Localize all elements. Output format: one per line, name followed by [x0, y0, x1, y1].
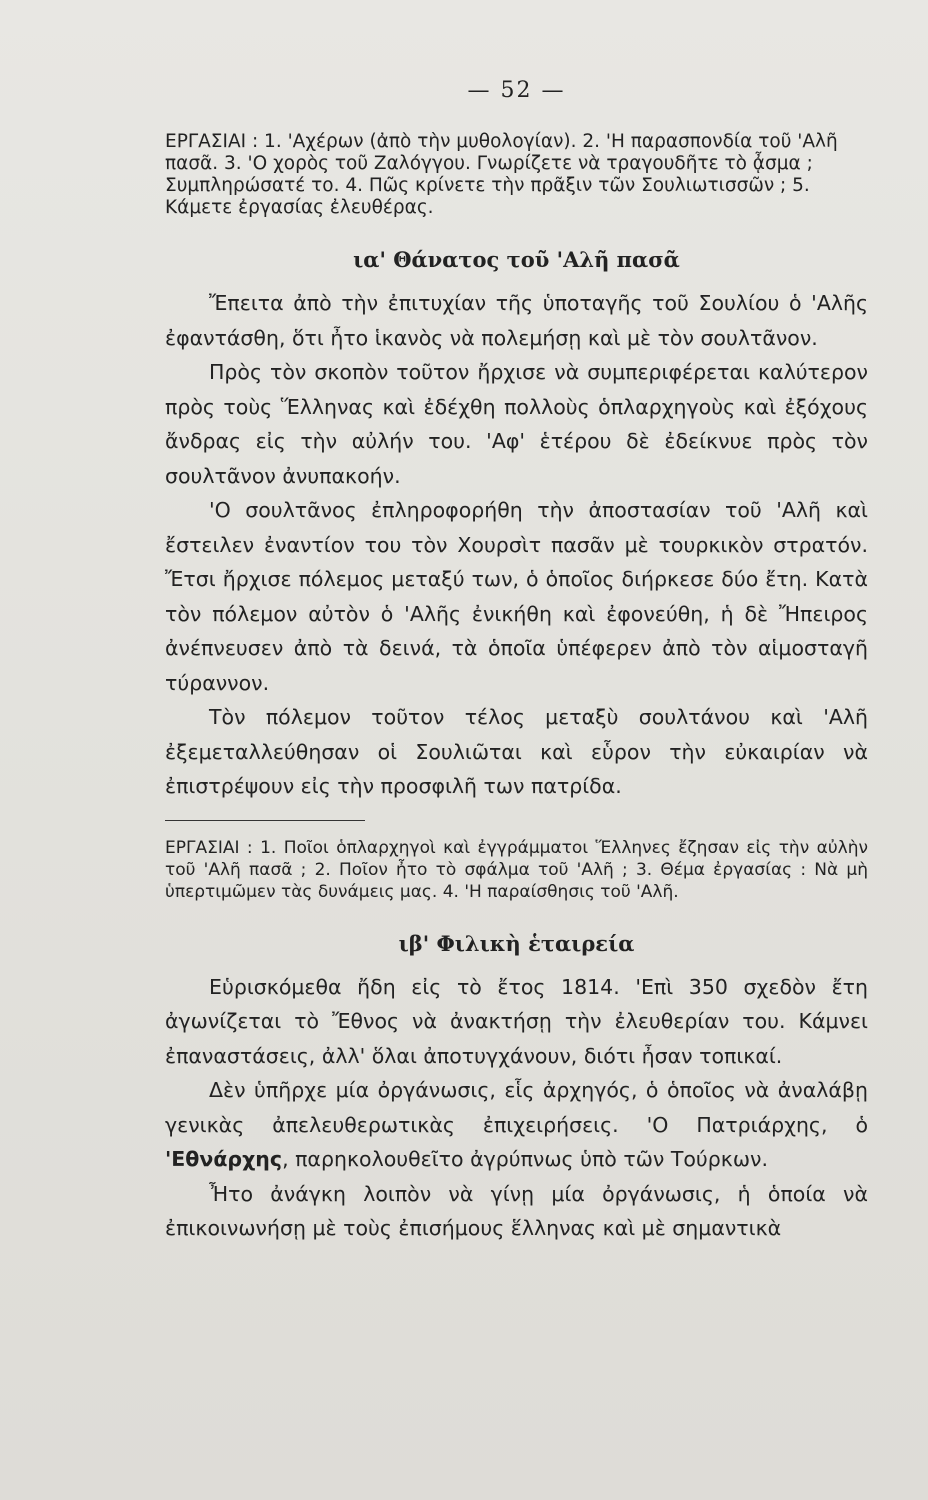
paragraph: Ἦτο ἀνάγκη λοιπὸν νὰ γίνῃ μία ὀργάνωσις, ἡ ὁποία νὰ ἐπικοινωνήσῃ μὲ τοὺς ἐπισήμους ἕλληνας καὶ μὲ σημαντικὰ — [165, 1181, 868, 1240]
paragraph: Εὑρισκόμεθα ἤδη εἰς τὸ ἔτος 1814. 'Επὶ 350 σχεδὸν ἔτη ἀγωνίζεται τὸ Ἔθνος νὰ ἀνακτήσῃ τὴν ἐλευθερίαν του. Κάμνει ἐπαναστάσεις, ἀλλ' ὅλαι ἀποτυγχάνουν, διότι ἦσαν τοπικαί. — [165, 974, 868, 1068]
footnote-divider — [165, 820, 365, 821]
chapter-12-title: ιβ' Φιλικὴ ἑταιρεία — [398, 930, 635, 956]
paragraph: 'Ο σουλτᾶνος ἐπληροφορήθη τὴν ἀποστασίαν τοῦ 'Αλῆ καὶ ἔστειλεν ἐναντίον του τὸν Χουρσὶτ πασᾶν μὲ τουρκικὸν στρατόν. Ἔτσι ἤρχισε πόλεμος μεταξύ των, ὁ ὁποῖος διήρκεσε δύο ἔτη. Κατὰ τὸν πόλεμον αὐτὸν ὁ 'Αλῆς ἐνικήθη καὶ ἐφονεύθη, ἡ δὲ Ἤπειρος ἀνέπνευσεν ἀπὸ τὰ δεινά, τὰ ὁποῖα ὑπέφερεν ἀπὸ τὸν αἱμοσταγῆ τύραννον. — [165, 498, 868, 695]
ethnarch-emphasis: 'Εθνάρχης — [165, 1147, 283, 1171]
page-number: — 52 — — [467, 78, 566, 103]
paragraph: Πρὸς τὸν σκοπὸν τοῦτον ἤρχισε νὰ συμπεριφέρεται καλύτερον πρὸς τοὺς Ἕλληνας καὶ ἐδέχθη πολλοὺς ὁπλαρχηγοὺς καὶ ἐξόχους ἄνδρας εἰς τὴν αὐλήν του. 'Αφ' ἑτέρου δὲ ἐδείκνυε πρὸς τὸν σουλτᾶνον ἀνυπακοήν. — [165, 360, 868, 488]
paragraph-text: Δὲν ὑπῆρχε μία ὀργάνωσις, εἷς ἀρχηγός, ὁ ὁποῖος νὰ ἀναλάβῃ γενικὰς ἀπελευθερωτικὰς ἐπιχειρήσεις. 'Ο Πατριάρχης, ὁ — [165, 1078, 868, 1137]
chapter-12-body — [165, 970, 868, 1246]
paragraph — [165, 1073, 868, 1177]
exercises-block-2: ΕΡΓΑΣΙΑΙ : 1. Ποῖοι ὁπλαρχηγοὶ καὶ ἐγγράμματοι Ἕλληνες ἔζησαν εἰς τὴν αὐλὴν τοῦ 'Αλῆ πασᾶ ; 2. Ποῖον ἦτο τὸ σφάλμα τοῦ 'Αλῆ ; 3. Θέμα ἐργασίας : Νὰ μὴ ὑπερτιμῶμεν τὰς δυνάμεις μας. 4. 'Η παραίσθησις τοῦ 'Αλῆ. — [165, 837, 868, 902]
paragraph: Τὸν πόλεμον τοῦτον τέλος μεταξὺ σουλτάνου καὶ 'Αλῆ ἐξεμεταλλεύθησαν οἱ Σουλιῶται καὶ εὗρον τὴν εὐκαιρίαν νὰ ἐπιστρέψουν εἰς τὴν προσφιλῆ των πατρίδα. — [165, 705, 868, 798]
paragraph-text: , παρηκολουθεῖτο ἀγρύπνως ὑπὸ τῶν Τούρκων. — [282, 1147, 768, 1171]
chapter-11-title: ια' Θάνατος τοῦ 'Αλῆ πασᾶ — [353, 247, 680, 272]
exercises-block-1: ΕΡΓΑΣΙΑΙ : 1. 'Αχέρων (ἀπὸ τὴν μυθολογίαν). 2. 'Η παρασπονδία τοῦ 'Αλῆ πασᾶ. 3. 'Ο χορὸς τοῦ Ζαλόγγου. Γνωρίζετε νὰ τραγουδῆτε τὸ ᾆσμα ; Συμπληρώσατέ το. 4. Πῶς κρίνετε τὴν πρᾶξιν τῶν Σουλιωτισσῶν ; 5. Κάμετε ἐργασίας ἐλευθέρας. — [165, 131, 838, 218]
paragraph: Ἔπειτα ἀπὸ τὴν ἐπιτυχίαν τῆς ὑποταγῆς τοῦ Σουλίου ὁ 'Αλῆς ἐφαντάσθη, ὅτι ἦτο ἱκανὸς νὰ πολεμήσῃ καὶ μὲ τὸν σουλτᾶνον. — [165, 291, 868, 350]
chapter-11-body — [165, 286, 868, 804]
